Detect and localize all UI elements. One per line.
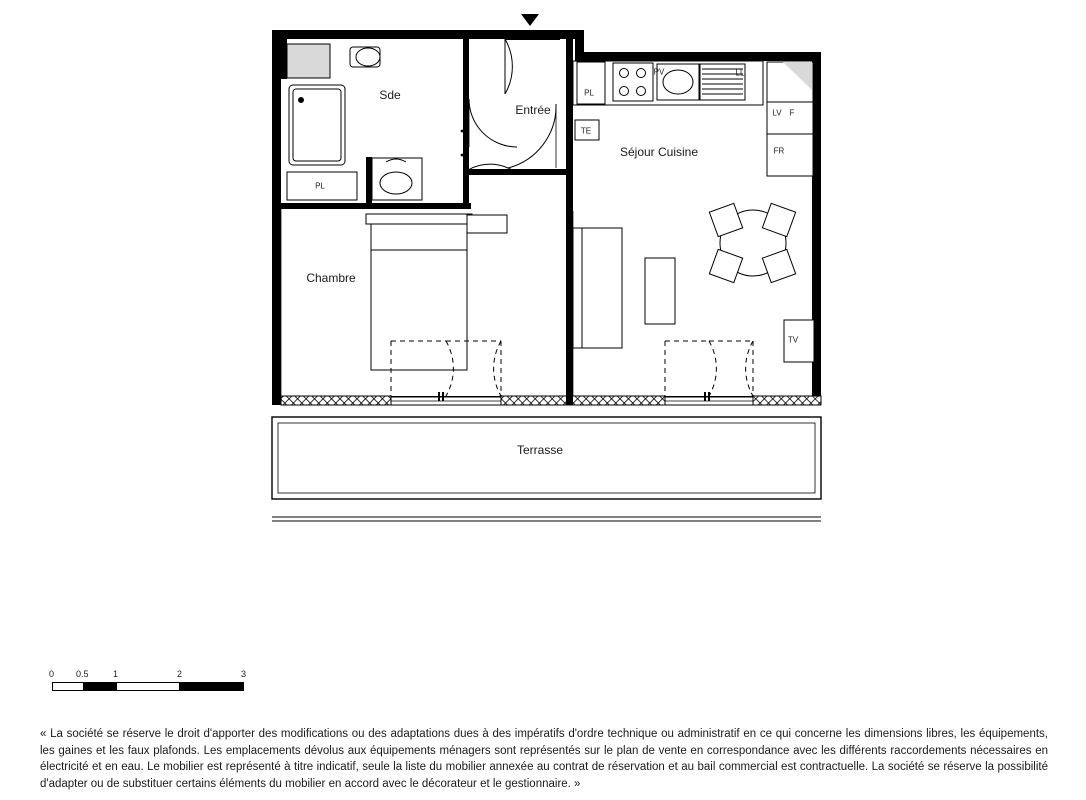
scale-tick-4: 3	[241, 669, 247, 679]
tag-lave-vaisselle: LV	[772, 108, 782, 118]
scale-seg-0	[52, 682, 84, 691]
tag-prise-ventilation: PV	[653, 67, 665, 77]
scale-seg-1	[84, 682, 116, 691]
room-label-entree: Entrée	[515, 103, 551, 117]
bedroom-furniture	[366, 214, 507, 370]
scale-tick-3: 2	[177, 669, 183, 679]
living-furniture	[573, 203, 814, 362]
scale-tick-1: 0.5	[76, 669, 89, 679]
tag-frigo: FR	[773, 146, 785, 156]
room-label-sejour-cuisine: Séjour Cuisine	[619, 145, 699, 159]
entry-arrow	[521, 14, 539, 26]
tag-placard-entree: PL	[584, 88, 594, 98]
room-label-chambre: Chambre	[306, 271, 356, 285]
scale-tick-2: 1	[113, 669, 119, 679]
bathroom-fittings	[287, 44, 422, 200]
terrace	[272, 417, 821, 521]
legal-notice: « La société se réserve le droit d'apporter des modifications ou des adaptations dues à des impératifs d'ordre technique ou administratif en ce qui concerne les dimensions libres, les équipements, les gaines et les faux plafonds. Les emplacements dévolus aux équipements ménagers sont représentés sur le plan de vente en correspondance avec les différents raccordements nécessaires en électricité et en eau. Le mobilier est représenté à titre indicatif, seule la liste du mobilier annexée au contrat de réservation et au bail commercial est contractuelle. La société se réserve la possibilité d'adapter ou de substituer certains éléments du mobilier en accord avec le décorateur et le gestionnaire. »	[40, 728, 1048, 790]
tag-lave-linge: LL	[735, 68, 745, 78]
scale-seg-2	[116, 682, 180, 691]
tag-tableau-electrique: TE	[580, 126, 592, 136]
room-label-terrasse: Terrasse	[516, 443, 564, 457]
tag-television: TV	[787, 335, 799, 345]
scale-tick-0: 0	[49, 669, 55, 679]
tag-four: F	[789, 108, 795, 118]
scale-bar	[40, 669, 260, 698]
room-label-sde: Sde	[379, 88, 401, 102]
tag-placard-sde: PL	[315, 181, 325, 191]
scale-seg-3	[180, 682, 244, 691]
